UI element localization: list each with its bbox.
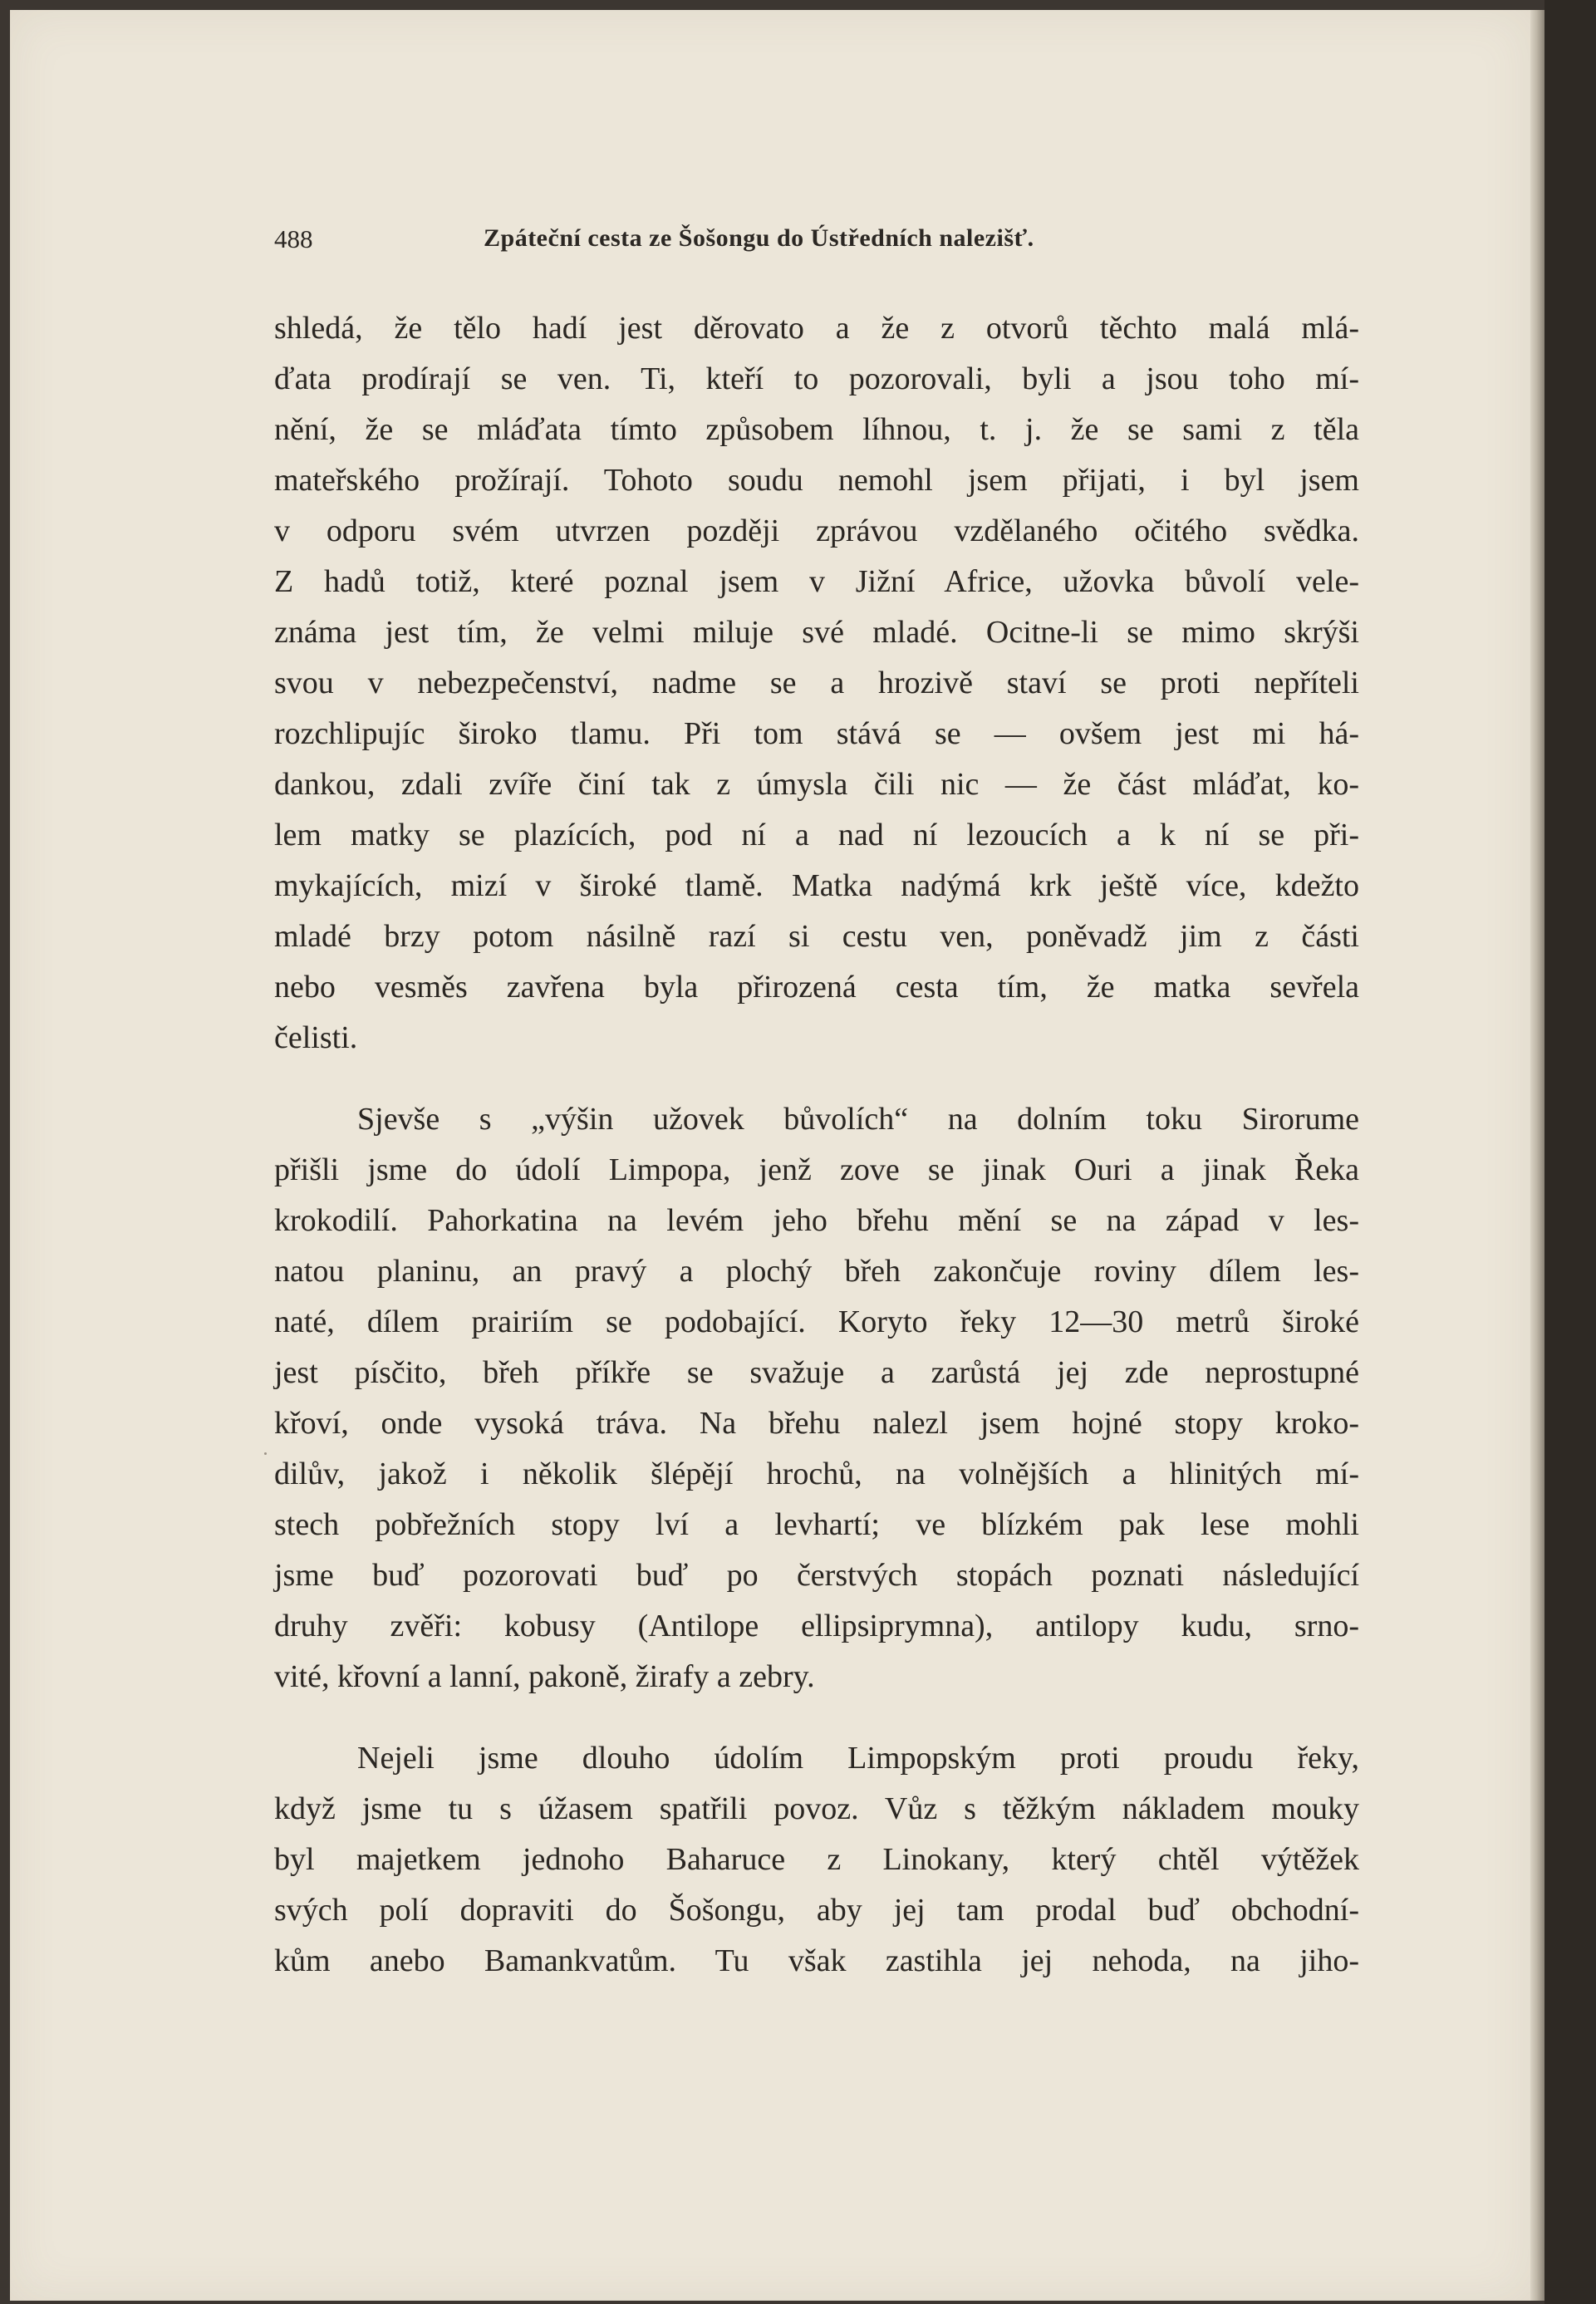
running-head <box>274 224 1371 258</box>
text-line: dankou, zdali zvíře činí tak z úmysla čili nic — že část mláďat, ko- <box>274 767 1359 802</box>
book-binding-shadow <box>1544 0 1596 2304</box>
paragraph-gap <box>274 1064 1359 1094</box>
text-line: když jsme tu s úžasem spatřili povoz. Vůz s těžkým nákladem mouky <box>274 1791 1359 1826</box>
text-line: svou v nebezpečenství, nadme se a hrozivě staví se proti nepříteli <box>274 666 1359 700</box>
text-line: známa jest tím, že velmi miluje své mladé. Ocitne-li se mimo skrýši <box>274 615 1359 650</box>
text-line: dilův, jakož i několik šlépějí hrochů, na volnějších a hlinitých mí- <box>274 1457 1359 1491</box>
text-line: nebo vesměs zavřena byla přirozená cesta tím, že matka sevřela <box>274 970 1359 1005</box>
text-line: krokodilí. Pahorkatina na levém jeho břehu mění se na západ v les- <box>274 1203 1359 1238</box>
paragraph-gap <box>274 1702 1359 1733</box>
text-line: čelisti. <box>274 1020 358 1055</box>
text-line: shledá, že tělo hadí jest děrovato a že z otvorů těchto malá mlá- <box>274 311 1359 346</box>
text-line: nění, že se mláďata tímto způsobem líhnou, t. j. že se sami z těla <box>274 412 1359 447</box>
text-line: jest písčito, břeh příkře se svažuje a zarůstá jej zde neprostupné <box>274 1355 1359 1390</box>
text-line: stech pobřežních stopy lví a levhartí; ve blízkém pak lese mohli <box>274 1507 1359 1542</box>
paragraph-3 <box>274 1733 1359 1987</box>
text-line: jsme buď pozorovati buď po čerstvých stopách poznati následující <box>274 1558 1359 1593</box>
text-line: rozchlipujíc široko tlamu. Při tom stává se — ovšem jest mi há- <box>274 716 1359 751</box>
text-line: druhy zvěři: kobusy (Antilope ellipsiprymna), antilopy kudu, srno- <box>274 1609 1359 1643</box>
text-line: v odporu svém utvrzen později zprávou vzdělaného očitého svědka. <box>274 513 1359 548</box>
page-number: 488 <box>274 224 313 253</box>
text-line: mykajících, mizí v široké tlamě. Matka nadýmá krk ještě více, kdežto <box>274 868 1359 903</box>
text-line: křoví, onde vysoká tráva. Na břehu nalezl jsem hojné stopy kroko- <box>274 1406 1359 1441</box>
text-line: přišli jsme do údolí Limpopa, jenž zove se jinak Ouri a jinak Řeka <box>274 1152 1359 1187</box>
text-line: byl majetkem jednoho Baharuce z Linokany, který chtěl výtěžek <box>274 1842 1359 1877</box>
text-line: natou planinu, an pravý a plochý břeh zakončuje roviny dílem les- <box>274 1254 1359 1289</box>
text-line: mladé brzy potom násilně razí si cestu ven, poněvadž jim z části <box>274 919 1359 954</box>
text-line: Z hadů totiž, které poznal jsem v Jižní Africe, užovka bůvolí vele- <box>274 564 1359 599</box>
page-edge <box>1530 10 1544 2301</box>
text-line: Sjevše s „výšin užovek bůvolích“ na dolním toku Sirorume <box>357 1102 1359 1137</box>
text-line: mateřského prožírají. Tohoto soudu nemohl jsem přijati, i byl jsem <box>274 463 1359 498</box>
paragraph-2 <box>274 1094 1359 1702</box>
body-text <box>274 303 1359 1987</box>
paper-speck <box>264 1452 267 1455</box>
text-line: ďata prodírají se ven. Ti, kteří to pozorovali, byli a jsou toho mí- <box>274 361 1359 396</box>
running-title: Zpáteční cesta ze Šošongu do Ústředních nalezišť. <box>484 224 1034 252</box>
text-line: vité, křovní a lanní, pakoně, žirafy a zebry. <box>274 1659 815 1694</box>
text-line: Nejeli jsme dlouho údolím Limpopským proti proudu řeky, <box>357 1741 1359 1776</box>
paragraph-1 <box>274 303 1359 1064</box>
text-line: svých polí dopraviti do Šošongu, aby jej tam prodal buď obchodní- <box>274 1893 1359 1928</box>
text-line: kům anebo Bamankvatům. Tu však zastihla jej nehoda, na jiho- <box>274 1943 1359 1978</box>
text-line: naté, dílem prairiím se podobající. Koryto řeky 12—30 metrů široké <box>274 1304 1359 1339</box>
text-line: lem matky se plazících, pod ní a nad ní lezoucích a k ní se při- <box>274 818 1359 852</box>
